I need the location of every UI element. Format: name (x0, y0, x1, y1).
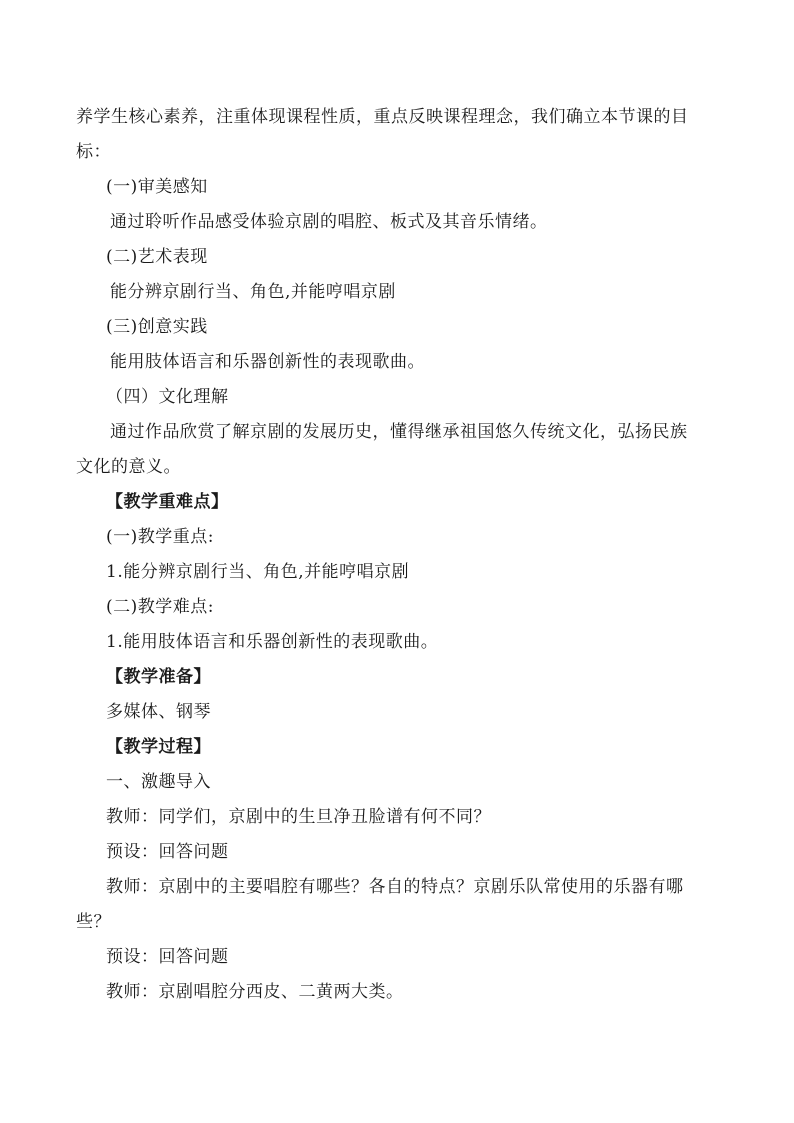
dialogue-preset-2: 预设：回答问题 (106, 947, 229, 967)
dialogue-teacher-3: 教师：京剧唱腔分西皮、二黄两大类。 (106, 982, 404, 1002)
heading-aesthetic-perception: (一)审美感知 (106, 177, 208, 197)
dialogue-teacher-1: 教师：同学们，京剧中的生旦净丑脸谱有何不同？ (106, 807, 491, 827)
paragraph-objectives-intro: 养学生核心素养，注重体现课程性质，重点反映课程理念，我们确立本节课的目 (76, 107, 689, 127)
document-body (76, 100, 726, 1010)
paragraph-objectives-intro-cont: 标： (76, 142, 111, 162)
heading-creative-practice: (三)创意实践 (106, 317, 208, 337)
paragraph-aesthetic-perception: 通过聆听作品感受体验京剧的唱腔、板式及其音乐情绪。 (110, 212, 548, 232)
dialogue-teacher-2-cont: 些？ (76, 912, 111, 932)
paragraph-artistic-expression: 能分辨京剧行当、角色,并能哼唱京剧 (110, 282, 396, 302)
paragraph-preparation: 多媒体、钢琴 (106, 702, 211, 722)
section-heading-preparation: 【教学准备】 (106, 667, 211, 687)
paragraph-cultural-understanding-cont: 文化的意义。 (76, 457, 181, 477)
heading-artistic-expression: (二)艺术表现 (106, 247, 208, 267)
paragraph-creative-practice: 能用肢体语言和乐器创新性的表现歌曲。 (110, 352, 425, 372)
heading-cultural-understanding: （四）文化理解 (106, 387, 229, 407)
section-heading-key-points: 【教学重难点】 (106, 492, 229, 512)
dialogue-preset-1: 预设：回答问题 (106, 842, 229, 862)
heading-introduction: 一、激趣导入 (106, 772, 211, 792)
heading-teaching-focus: (一)教学重点: (106, 527, 214, 547)
heading-teaching-difficulty: (二)教学难点: (106, 597, 214, 617)
list-item-teaching-focus: 1.能分辨京剧行当、角色,并能哼唱京剧 (106, 562, 410, 582)
paragraph-cultural-understanding: 通过作品欣赏了解京剧的发展历史，懂得继承祖国悠久传统文化，弘扬民族 (110, 422, 688, 442)
dialogue-teacher-2: 教师：京剧中的主要唱腔有哪些？各自的特点？京剧乐队常使用的乐器有哪 (106, 877, 684, 897)
list-item-teaching-difficulty: 1.能用肢体语言和乐器创新性的表现歌曲。 (106, 632, 439, 652)
section-heading-process: 【教学过程】 (106, 737, 211, 757)
